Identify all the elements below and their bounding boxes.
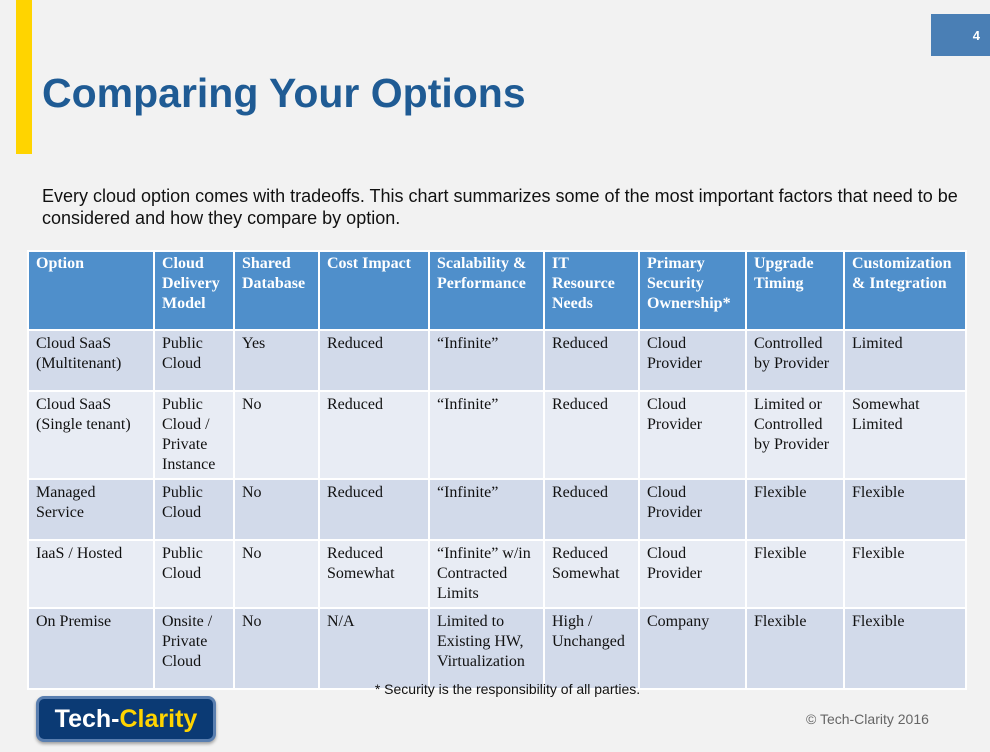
- table-cell: Public Cloud: [154, 330, 234, 391]
- header-it-resource-needs: IT Resource Needs: [544, 251, 639, 330]
- accent-bar: [16, 0, 32, 154]
- tech-clarity-logo: [36, 696, 216, 742]
- table-cell: Cloud Provider: [639, 479, 746, 540]
- table-cell: Flexible: [844, 540, 966, 608]
- footnote: * Security is the responsibility of all parties.: [374, 681, 641, 697]
- table-cell: Public Cloud / Private Instance: [154, 391, 234, 479]
- table-cell: Flexible: [746, 608, 844, 689]
- table-cell: IaaS / Hosted: [28, 540, 154, 608]
- table-cell: Cloud Provider: [639, 391, 746, 479]
- intro-text: Every cloud option comes with tradeoffs. This chart summarizes some of the most important factors that need to be considered and how they compare by option.: [42, 186, 958, 228]
- table-cell: “Infinite” w/in Contracted Limits: [429, 540, 544, 608]
- table-cell: Flexible: [746, 540, 844, 608]
- header-shared-database: Shared Database: [234, 251, 319, 330]
- table-row: [28, 608, 966, 689]
- table-cell: No: [234, 540, 319, 608]
- table-cell: Reduced: [544, 479, 639, 540]
- table-cell: Cloud SaaS (Multitenant): [28, 330, 154, 391]
- table-cell: Public Cloud: [154, 540, 234, 608]
- table-cell: High / Unchanged: [544, 608, 639, 689]
- table-cell: Company: [639, 608, 746, 689]
- table-row: [28, 391, 966, 479]
- logo-text-clarity: Clarity: [119, 704, 198, 733]
- table-cell: Reduced: [544, 391, 639, 479]
- table-cell: Reduced: [319, 391, 429, 479]
- page-number: 4: [931, 14, 990, 56]
- table-header-row: [28, 251, 966, 330]
- table-cell: Reduced: [319, 479, 429, 540]
- table-cell: Limited: [844, 330, 966, 391]
- comparison-table: [27, 250, 965, 674]
- table-row: [28, 330, 966, 391]
- page-title: Comparing Your Options: [42, 70, 526, 116]
- table-cell: Reduced Somewhat: [544, 540, 639, 608]
- table-cell: Reduced: [319, 330, 429, 391]
- table-cell: Onsite / Private Cloud: [154, 608, 234, 689]
- header-option: Option: [28, 251, 154, 330]
- table-cell: No: [234, 479, 319, 540]
- table-cell: Cloud SaaS (Single tenant): [28, 391, 154, 479]
- table-cell: On Premise: [28, 608, 154, 689]
- table-cell: Public Cloud: [154, 479, 234, 540]
- header-upgrade-timing: Upgrade Timing: [746, 251, 844, 330]
- table-cell: Flexible: [844, 608, 966, 689]
- header-scalability-performance: Scalability & Performance: [429, 251, 544, 330]
- table-cell: Reduced Somewhat: [319, 540, 429, 608]
- header-primary-security-ownership: Primary Security Ownership*: [639, 251, 746, 330]
- table-cell: No: [234, 608, 319, 689]
- table-cell: Managed Service: [28, 479, 154, 540]
- table-cell: Limited or Controlled by Provider: [746, 391, 844, 479]
- table-row: [28, 479, 966, 540]
- header-cloud-delivery-model: Cloud Delivery Model: [154, 251, 234, 330]
- table-cell: Cloud Provider: [639, 540, 746, 608]
- table-cell: N/A: [319, 608, 429, 689]
- table-cell: “Infinite”: [429, 330, 544, 391]
- table-row: [28, 540, 966, 608]
- table-cell: Flexible: [746, 479, 844, 540]
- table-cell: Reduced: [544, 330, 639, 391]
- table-cell: Flexible: [844, 479, 966, 540]
- header-cost-impact: Cost Impact: [319, 251, 429, 330]
- copyright: © Tech-Clarity 2016: [806, 711, 929, 727]
- table-cell: Somewhat Limited: [844, 391, 966, 479]
- table-cell: “Infinite”: [429, 391, 544, 479]
- table-cell: Cloud Provider: [639, 330, 746, 391]
- table-cell: Yes: [234, 330, 319, 391]
- table-cell: No: [234, 391, 319, 479]
- logo-text-tech: Tech-: [54, 704, 120, 733]
- table-cell: Limited to Existing HW, Virtualization: [429, 608, 544, 689]
- table-cell: “Infinite”: [429, 479, 544, 540]
- header-customization-integration: Customization & Integration: [844, 251, 966, 330]
- table-cell: Controlled by Provider: [746, 330, 844, 391]
